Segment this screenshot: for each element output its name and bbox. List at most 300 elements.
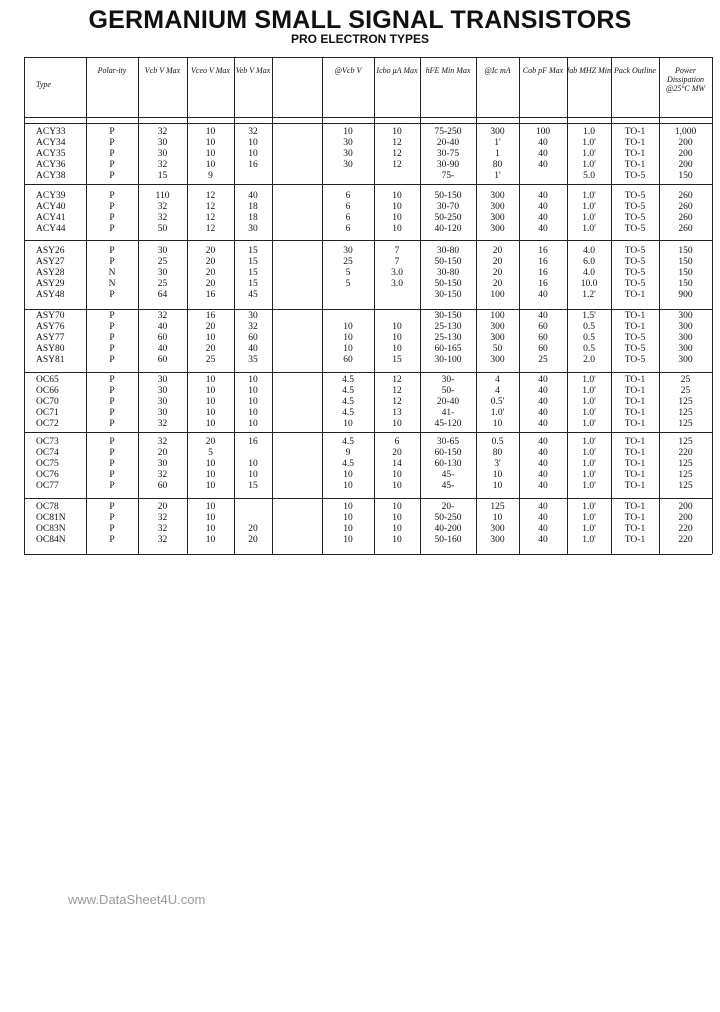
cell-pack-outline: TO-1: [624, 127, 646, 137]
cell-polarity: P: [109, 246, 115, 256]
cell-vcb: 30: [157, 396, 168, 407]
cell-power-dissipation: 900: [678, 289, 693, 300]
cell-type: ASY48: [36, 289, 65, 300]
cell-at-ic: 300: [490, 191, 505, 201]
cell-vceo: 10: [205, 534, 216, 545]
cell-fab: 1.0': [582, 137, 596, 148]
cell-cob: 60: [538, 332, 548, 343]
table-rule: [24, 498, 712, 499]
cell-vcb: 32: [157, 534, 168, 545]
table-rule: [24, 240, 712, 241]
cell-vcb: 15: [157, 170, 168, 181]
cell-veb: 40: [248, 343, 258, 354]
cell-at-ic: 100: [490, 311, 505, 321]
cell-polarity: P: [109, 407, 115, 418]
cell-icbo: 10: [392, 512, 402, 523]
cell-at-ic: 300: [490, 332, 505, 343]
table-rule: [24, 123, 712, 124]
cell-cob: 40: [538, 469, 548, 480]
cell-cob: 40: [538, 523, 548, 534]
cell-at-vcb: 4.5: [342, 396, 354, 407]
cell-at-vcb: 10: [343, 332, 353, 343]
cell-power-dissipation: 260: [678, 223, 693, 234]
cell-veb: 32: [248, 127, 258, 137]
cell-vcb: 32: [157, 127, 168, 137]
cell-at-ic: 0.5: [491, 437, 504, 447]
cell-cob: 40: [538, 447, 548, 458]
cell-vcb: 60: [157, 354, 168, 365]
cell-at-vcb: 6: [345, 212, 351, 223]
cell-type: OC72: [36, 418, 59, 429]
cell-at-ic: 4: [495, 375, 500, 385]
cell-veb: 10: [248, 469, 258, 480]
cell-fab: 1.0': [582, 418, 596, 429]
cell-vcb: 32: [157, 201, 168, 212]
cell-polarity: P: [109, 437, 115, 447]
cell-vceo: 10: [205, 418, 216, 429]
cell-at-ic: 300: [490, 212, 505, 223]
cell-cob: 40: [538, 148, 548, 159]
cell-type: OC75: [36, 458, 59, 469]
cell-pack-outline: TO-1: [624, 159, 646, 170]
cell-polarity: P: [109, 127, 115, 137]
page-subtitle: PRO ELECTRON TYPES: [290, 32, 430, 46]
cell-type: ASY77: [36, 332, 65, 343]
cell-vcb: 30: [157, 148, 168, 159]
cell-fab: 1.0': [582, 223, 596, 234]
cell-hfe: 30-150: [434, 289, 462, 300]
column-divider: [712, 57, 713, 554]
cell-fab: 1.0': [582, 512, 596, 523]
cell-hfe: 25-130: [434, 332, 462, 343]
cell-at-ic: 10: [492, 469, 503, 480]
cell-power-dissipation: 150: [678, 278, 693, 289]
cell-vcb: 32: [157, 212, 168, 223]
cell-polarity: P: [109, 396, 115, 407]
cell-at-vcb: 5: [345, 267, 351, 278]
cell-power-dissipation: 150: [678, 267, 693, 278]
cell-at-vcb: 10: [343, 480, 353, 491]
cell-vcb: 25: [157, 256, 168, 267]
cell-cob: 16: [538, 246, 548, 256]
cell-fab: 4.0: [583, 246, 595, 256]
cell-vceo: 10: [205, 375, 216, 385]
cell-pack-outline: TO-1: [624, 458, 646, 469]
cell-fab: 6.0: [583, 256, 595, 267]
column-header-type: Type: [36, 80, 51, 89]
cell-at-ic: 1': [494, 170, 501, 181]
cell-cob: 40: [538, 137, 548, 148]
cell-type: ACY33: [36, 127, 66, 137]
cell-vceo: 10: [205, 407, 216, 418]
cell-hfe: 30-100: [434, 354, 462, 365]
cell-cob: 40: [538, 201, 548, 212]
column-divider: [24, 57, 25, 554]
cell-at-vcb: 25: [343, 256, 353, 267]
cell-type: ACY38: [36, 170, 66, 181]
cell-icbo: 12: [392, 385, 402, 396]
cell-at-vcb: 6: [345, 223, 351, 234]
cell-at-ic: 300: [490, 223, 505, 234]
cell-hfe: 50-150: [434, 256, 462, 267]
cell-pack-outline: TO-1: [624, 375, 646, 385]
cell-power-dissipation: 200: [678, 148, 693, 159]
table-rule: [24, 309, 712, 310]
cell-cob: 40: [538, 480, 548, 491]
cell-vcb: 32: [157, 159, 168, 170]
cell-icbo: 10: [392, 127, 402, 137]
cell-hfe: 41-: [441, 407, 455, 418]
cell-hfe: 20-: [441, 502, 455, 512]
cell-at-ic: 1': [494, 137, 501, 148]
cell-fab: 1.0': [582, 191, 596, 201]
cell-polarity: P: [109, 289, 115, 300]
cell-polarity: P: [109, 201, 115, 212]
column-header-at-vcb: @Vcb V: [334, 66, 362, 75]
cell-hfe: 30-: [441, 375, 455, 385]
cell-type: ASY70: [36, 311, 65, 321]
cell-icbo: 10: [392, 480, 402, 491]
cell-type: OC78: [36, 502, 59, 512]
cell-at-ic: 300: [490, 201, 505, 212]
cell-at-ic: 100: [490, 289, 505, 300]
cell-hfe: 75-: [441, 170, 455, 181]
cell-vceo: 10: [205, 512, 216, 523]
cell-cob: 40: [538, 159, 548, 170]
cell-at-ic: 20: [492, 256, 503, 267]
cell-hfe: 60-165: [434, 343, 462, 354]
cell-type: ASY28: [36, 267, 65, 278]
cell-type: OC81N: [36, 512, 66, 523]
cell-vcb: 60: [157, 480, 168, 491]
cell-power-dissipation: 150: [678, 246, 693, 256]
cell-vceo: 20: [205, 267, 216, 278]
cell-vceo: 16: [205, 311, 216, 321]
cell-type: ASY80: [36, 343, 65, 354]
cell-icbo: 12: [392, 137, 402, 148]
cell-pack-outline: TO-1: [624, 418, 646, 429]
cell-at-vcb: 4.5: [342, 407, 354, 418]
table-rule: [24, 184, 712, 185]
cell-cob: 40: [538, 396, 548, 407]
cell-icbo: 12: [392, 148, 402, 159]
cell-type: ASY26: [36, 246, 65, 256]
cell-vceo: 20: [205, 437, 216, 447]
cell-vcb: 64: [157, 289, 168, 300]
cell-at-ic: 50: [492, 343, 503, 354]
cell-icbo: 12: [392, 396, 402, 407]
cell-power-dissipation: 125: [678, 480, 693, 491]
cell-vcb: 30: [157, 267, 168, 278]
cell-veb: 10: [248, 407, 258, 418]
cell-vcb: 30: [157, 375, 168, 385]
cell-power-dissipation: 260: [678, 191, 693, 201]
cell-pack-outline: TO-5: [624, 354, 646, 365]
cell-veb: 15: [248, 480, 258, 491]
cell-fab: 4.0: [583, 267, 595, 278]
cell-hfe: 50-160: [434, 534, 462, 545]
cell-cob: 40: [538, 223, 548, 234]
cell-fab: 1.0': [582, 480, 596, 491]
cell-vceo: 10: [205, 137, 216, 148]
cell-at-ic: 300: [490, 127, 505, 137]
cell-vceo: 20: [205, 321, 216, 332]
cell-pack-outline: TO-5: [624, 278, 646, 289]
table-rule: [24, 432, 712, 433]
column-header-hfe: hFE Min Max: [425, 66, 471, 75]
cell-at-ic: 3': [494, 458, 501, 469]
cell-pack-outline: TO-5: [624, 246, 646, 256]
cell-type: ACY44: [36, 223, 66, 234]
cell-hfe: 60-130: [434, 458, 462, 469]
cell-type: OC74: [36, 447, 59, 458]
cell-icbo: 12: [392, 159, 402, 170]
cell-at-vcb: 30: [343, 246, 353, 256]
cell-cob: 16: [538, 256, 548, 267]
cell-icbo: 20: [392, 447, 402, 458]
cell-vceo: 10: [205, 332, 216, 343]
cell-fab: 5.0: [583, 170, 595, 181]
cell-power-dissipation: 200: [678, 502, 693, 512]
cell-hfe: 40-120: [434, 223, 462, 234]
cell-at-vcb: 30: [343, 159, 353, 170]
column-header-icbo: Icbo μA Max: [376, 66, 418, 75]
column-divider: [272, 57, 273, 554]
cell-veb: 20: [248, 523, 258, 534]
column-header-veb: Veb V Max: [235, 66, 271, 75]
cell-vceo: 12: [205, 201, 216, 212]
cell-cob: 16: [538, 267, 548, 278]
cell-polarity: P: [109, 148, 115, 159]
cell-vceo: 10: [205, 159, 216, 170]
cell-icbo: 10: [392, 343, 402, 354]
cell-pack-outline: TO-5: [624, 267, 646, 278]
cell-fab: 1.2': [582, 289, 596, 300]
cell-hfe: 50-: [441, 385, 455, 396]
cell-at-ic: 300: [490, 534, 505, 545]
cell-vcb: 50: [157, 223, 168, 234]
cell-type: OC71: [36, 407, 59, 418]
cell-type: OC65: [36, 375, 59, 385]
cell-pack-outline: TO-1: [624, 407, 646, 418]
cell-polarity: P: [109, 375, 115, 385]
cell-vceo: 10: [205, 148, 216, 159]
cell-type: OC73: [36, 437, 59, 447]
cell-type: ASY76: [36, 321, 65, 332]
cell-power-dissipation: 125: [678, 437, 693, 447]
cell-veb: 10: [248, 385, 258, 396]
column-header-vcb: Vcb V Max: [144, 66, 181, 75]
cell-at-ic: 125: [490, 502, 505, 512]
table-rule: [24, 554, 712, 555]
cell-power-dissipation: 150: [678, 256, 693, 267]
cell-vcb: 30: [157, 407, 168, 418]
cell-at-vcb: 4.5: [342, 375, 354, 385]
cell-vcb: 40: [157, 343, 168, 354]
cell-polarity: P: [109, 385, 115, 396]
cell-hfe: 45-: [441, 469, 455, 480]
cell-at-ic: 10: [492, 418, 503, 429]
cell-at-vcb: 10: [343, 512, 353, 523]
cell-polarity: P: [109, 321, 115, 332]
cell-vceo: 5: [208, 447, 213, 458]
cell-icbo: 10: [392, 418, 402, 429]
cell-fab: 1.0': [582, 396, 596, 407]
cell-power-dissipation: 200: [678, 159, 693, 170]
cell-at-ic: 10: [492, 480, 503, 491]
cell-vcb: 32: [157, 418, 168, 429]
cell-at-vcb: 10: [343, 502, 353, 512]
cell-hfe: 30-80: [436, 246, 460, 256]
cell-polarity: P: [109, 458, 115, 469]
cell-cob: 40: [538, 458, 548, 469]
cell-polarity: P: [109, 212, 115, 223]
cell-at-vcb: 4.5: [342, 437, 354, 447]
cell-power-dissipation: 125: [678, 396, 693, 407]
cell-icbo: 3.0: [391, 267, 403, 278]
watermark[interactable]: www.DataSheet4U.com: [68, 892, 206, 907]
cell-pack-outline: TO-5: [624, 212, 646, 223]
cell-fab: 1.0': [582, 437, 596, 447]
cell-icbo: 10: [392, 191, 402, 201]
cell-fab: 1.0': [582, 148, 596, 159]
cell-pack-outline: TO-1: [624, 311, 646, 321]
cell-icbo: 10: [392, 212, 402, 223]
cell-vcb: 32: [157, 523, 168, 534]
cell-veb: 60: [248, 332, 258, 343]
cell-vceo: 20: [205, 256, 216, 267]
cell-pack-outline: TO-1: [624, 385, 646, 396]
cell-veb: 10: [248, 137, 258, 148]
cell-icbo: 13: [392, 407, 402, 418]
cell-at-ic: 20: [492, 246, 503, 256]
cell-icbo: 7: [394, 256, 400, 267]
cell-polarity: P: [109, 534, 115, 545]
cell-icbo: 12: [392, 375, 402, 385]
cell-vcb: 110: [155, 191, 170, 201]
cell-pack-outline: TO-5: [624, 170, 646, 181]
cell-polarity: P: [109, 469, 115, 480]
cell-fab: 1.5': [582, 311, 596, 321]
cell-vceo: 10: [205, 458, 216, 469]
cell-cob: 40: [538, 311, 548, 321]
cell-polarity: P: [109, 480, 115, 491]
cell-type: OC66: [36, 385, 59, 396]
cell-power-dissipation: 300: [678, 332, 693, 343]
cell-vceo: 12: [205, 191, 216, 201]
column-header-cob: Cob pF Max: [522, 66, 564, 75]
cell-icbo: 10: [392, 201, 402, 212]
cell-hfe: 30-75: [436, 148, 460, 159]
cell-hfe: 50-150: [434, 278, 462, 289]
cell-fab: 0.5: [583, 321, 595, 332]
cell-hfe: 40-200: [434, 523, 462, 534]
cell-polarity: P: [109, 512, 115, 523]
cell-type: OC84N: [36, 534, 66, 545]
cell-cob: 40: [538, 502, 548, 512]
column-header-vceo: Vceo V Max: [191, 66, 230, 75]
cell-power-dissipation: 125: [678, 418, 693, 429]
cell-at-vcb: 4.5: [342, 385, 354, 396]
cell-polarity: N: [108, 278, 116, 289]
cell-polarity: P: [109, 170, 115, 181]
cell-at-vcb: 10: [343, 523, 353, 534]
cell-veb: 10: [248, 458, 258, 469]
cell-veb: 30: [248, 223, 258, 234]
cell-cob: 40: [538, 534, 548, 545]
cell-fab: 1.0': [582, 447, 596, 458]
cell-hfe: 75-250: [434, 127, 462, 137]
cell-veb: 35: [248, 354, 258, 365]
cell-polarity: P: [109, 137, 115, 148]
cell-fab: 0.5: [583, 343, 595, 354]
cell-veb: 15: [248, 246, 258, 256]
cell-pack-outline: TO-1: [624, 523, 646, 534]
cell-type: ACY39: [36, 191, 66, 201]
cell-vceo: 12: [205, 223, 216, 234]
cell-power-dissipation: 300: [678, 343, 693, 354]
cell-vceo: 16: [205, 289, 216, 300]
cell-at-vcb: 9: [345, 447, 351, 458]
cell-power-dissipation: 220: [678, 447, 693, 458]
cell-vceo: 20: [205, 246, 216, 256]
cell-fab: 0.5: [583, 332, 595, 343]
cell-vcb: 25: [157, 278, 168, 289]
cell-cob: 100: [535, 127, 551, 137]
cell-polarity: P: [109, 354, 115, 365]
cell-at-ic: 0.5': [490, 396, 505, 407]
cell-at-ic: 300: [490, 354, 505, 365]
cell-hfe: 20-40: [436, 137, 460, 148]
cell-icbo: 10: [392, 223, 402, 234]
cell-type: OC77: [36, 480, 59, 491]
cell-cob: 40: [538, 191, 548, 201]
cell-cob: 40: [538, 512, 548, 523]
cell-fab: 1.0': [582, 469, 596, 480]
cell-pack-outline: TO-1: [624, 469, 646, 480]
cell-icbo: 10: [392, 469, 402, 480]
cell-icbo: 10: [392, 534, 402, 545]
cell-veb: 20: [248, 534, 258, 545]
cell-veb: 15: [248, 278, 258, 289]
cell-hfe: 25-130: [434, 321, 462, 332]
cell-vcb: 30: [157, 458, 168, 469]
cell-fab: 1.0': [582, 385, 596, 396]
cell-vceo: 20: [205, 343, 216, 354]
cell-vceo: 10: [205, 523, 216, 534]
cell-pack-outline: TO-1: [624, 534, 646, 545]
cell-pack-outline: TO-5: [624, 332, 646, 343]
cell-icbo: 14: [392, 458, 402, 469]
cell-power-dissipation: 260: [678, 201, 693, 212]
column-header-pack-outline: Pack Outline: [614, 66, 656, 75]
cell-vceo: 10: [205, 502, 216, 512]
cell-vceo: 10: [205, 385, 216, 396]
cell-at-vcb: 10: [343, 127, 353, 137]
cell-hfe: 50-250: [434, 212, 462, 223]
cell-fab: 2.0: [583, 354, 595, 365]
cell-hfe: 60-150: [434, 447, 462, 458]
cell-pack-outline: TO-1: [624, 396, 646, 407]
cell-vceo: 12: [205, 212, 216, 223]
cell-veb: 30: [248, 311, 258, 321]
cell-vceo: 10: [205, 127, 216, 137]
cell-power-dissipation: 220: [678, 534, 693, 545]
cell-pack-outline: TO-5: [624, 256, 646, 267]
cell-polarity: P: [109, 418, 115, 429]
cell-icbo: 10: [392, 332, 402, 343]
cell-power-dissipation: 25: [680, 375, 691, 385]
